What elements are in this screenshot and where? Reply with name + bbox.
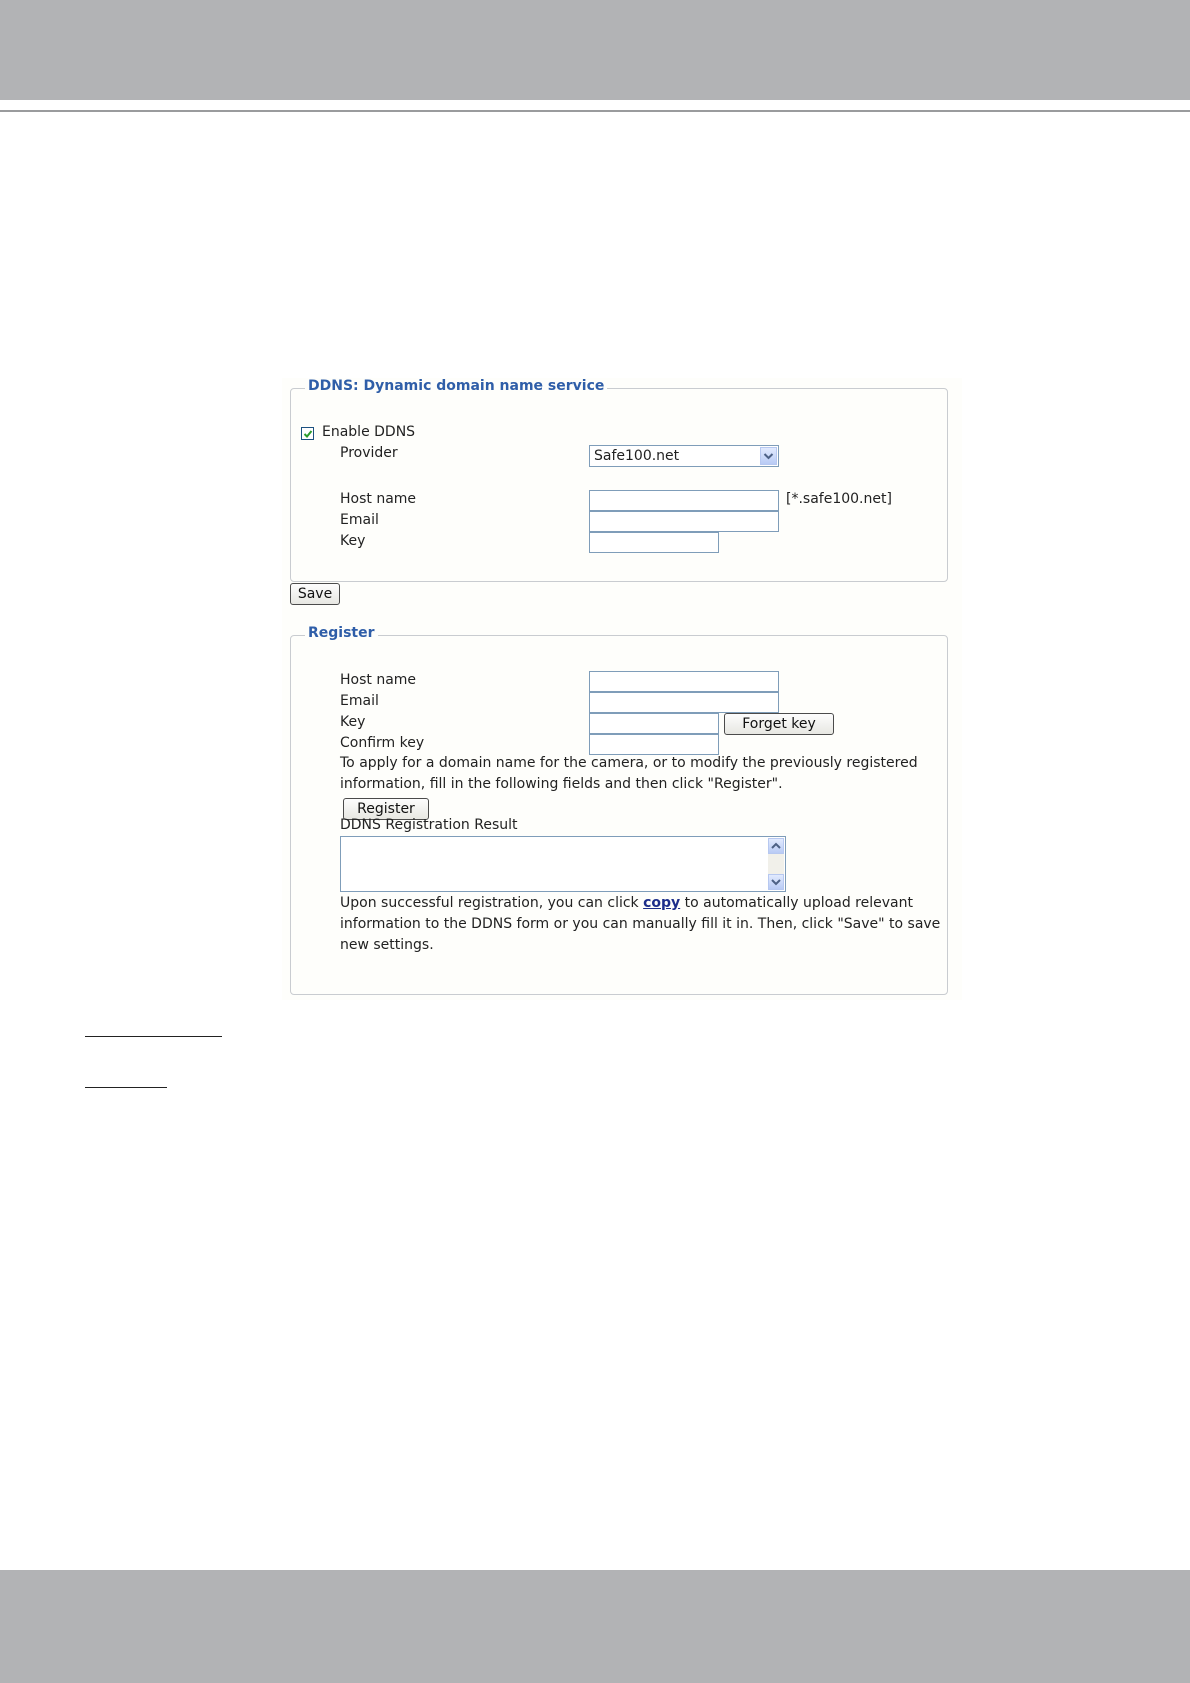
register-instructions: To apply for a domain name for the camera, or to modify the previously registered information, fill in the following fields and then click "Register". xyxy=(340,755,918,792)
confirm-key-input[interactable] xyxy=(589,734,719,755)
copy-link[interactable]: copy xyxy=(643,895,681,911)
chevron-up-icon[interactable] xyxy=(768,838,784,854)
ddns-key-label: Key xyxy=(340,533,366,549)
ddns-email-label: Email xyxy=(340,512,379,528)
registration-result-label: DDNS Registration Result xyxy=(340,817,518,833)
registration-note-text-after: to automatically upload relevant information to the DDNS form or you can manually fill it in. Then, click "Save" to save new settings. xyxy=(340,895,941,953)
check-icon xyxy=(303,429,313,439)
registration-note xyxy=(340,893,944,956)
ddns-key-input[interactable] xyxy=(589,532,719,553)
register-legend: Register xyxy=(305,625,378,641)
provider-select-value: Safe100.net xyxy=(594,448,680,464)
register-key-label: Key xyxy=(340,714,366,730)
footer-band xyxy=(0,1570,1190,1683)
provider-label: Provider xyxy=(340,445,398,461)
ddns-fieldset xyxy=(290,378,948,582)
underline-mark-2 xyxy=(85,1087,167,1088)
enable-ddns-label[interactable]: Enable DDNS xyxy=(322,424,416,440)
register-host-name-input[interactable] xyxy=(589,671,779,692)
header-rule xyxy=(0,110,1190,112)
register-email-label: Email xyxy=(340,693,379,709)
registration-note-text-before: Upon successful registration, you can click xyxy=(340,895,644,911)
register-fieldset xyxy=(290,625,948,995)
ddns-host-name-label: Host name xyxy=(340,491,417,507)
confirm-key-label: Confirm key xyxy=(340,735,425,751)
enable-ddns-checkbox[interactable] xyxy=(301,427,314,440)
forget-key-button[interactable]: Forget key xyxy=(724,713,834,735)
header-band xyxy=(0,0,1190,100)
ddns-email-input[interactable] xyxy=(589,511,779,532)
host-name-suffix: [*.safe100.net] xyxy=(786,491,892,507)
chevron-down-icon[interactable] xyxy=(768,874,784,890)
chevron-down-icon xyxy=(760,447,777,465)
register-key-input[interactable] xyxy=(589,713,719,734)
settings-panel xyxy=(282,378,962,1000)
register-button[interactable]: Register xyxy=(343,798,429,820)
ddns-legend: DDNS: Dynamic domain name service xyxy=(305,378,607,394)
register-host-name-label: Host name xyxy=(340,672,417,688)
registration-result-textarea[interactable] xyxy=(340,836,786,892)
ddns-host-name-input[interactable] xyxy=(589,490,779,511)
save-button[interactable]: Save xyxy=(290,583,340,605)
underline-mark-1 xyxy=(85,1036,222,1037)
scrollbar-track[interactable] xyxy=(768,854,784,874)
provider-select[interactable] xyxy=(589,445,779,467)
register-email-input[interactable] xyxy=(589,692,779,713)
